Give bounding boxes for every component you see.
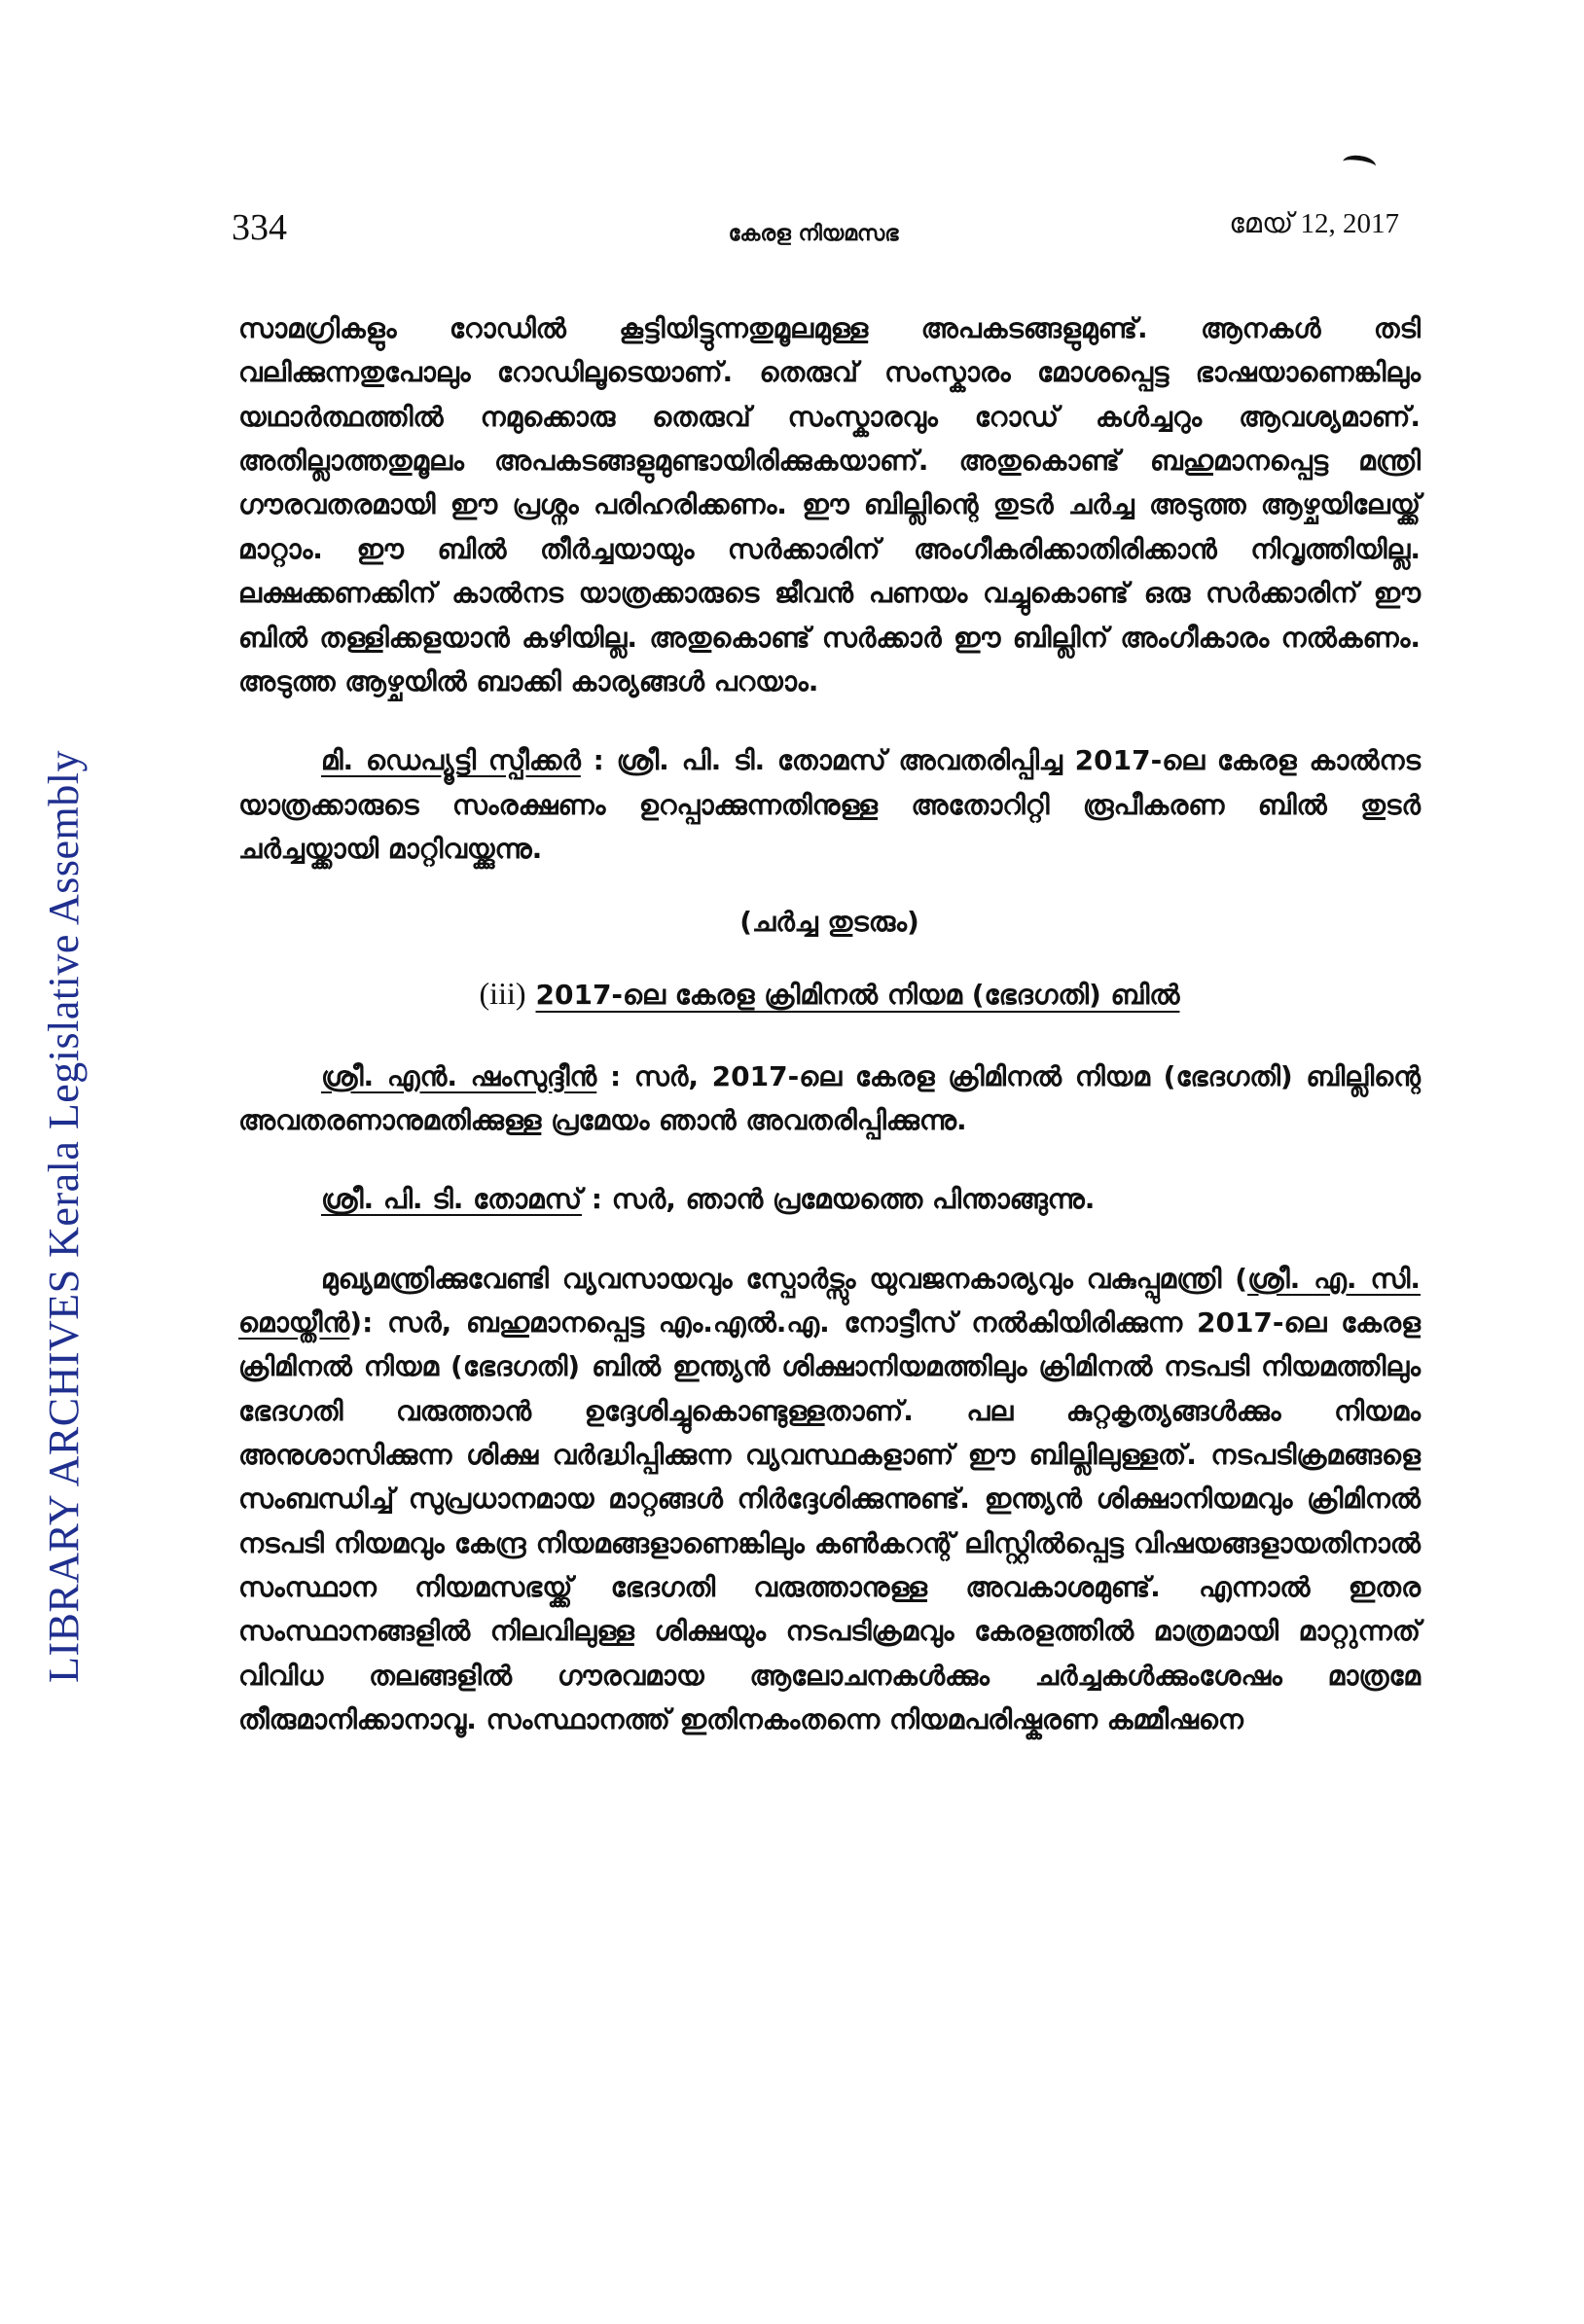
seconding-paragraph xyxy=(238,1177,1421,1221)
speaker-name: മി. ഡെപ്യൂട്ടി സ്പീക്കർ xyxy=(321,744,581,777)
motion-paragraph xyxy=(238,1055,1421,1143)
page-date: മേയ് 12, 2017 xyxy=(1229,208,1399,239)
bill-title: 2017-ലെ കേരള ക്രിമിനൽ നിയമ (ഭേദഗതി) ബിൽ xyxy=(535,978,1180,1011)
speaker-name: ശ്രീ. എ. സി. മൊയ്തീൻ xyxy=(238,1262,1421,1339)
speaker-name: ശ്രീ. പി. ടി. തോമസ് xyxy=(321,1183,582,1216)
paragraph-intro: മുഖ്യമന്ത്രിക്കുവേണ്ടി വ്യവസായവും സ്പോർട്സും യുവജനകാര്യവും വകുപ്പുമന്ത്രി ( xyxy=(321,1262,1248,1295)
paragraph-text: : സർ, 2017-ലെ കേരള ക്രിമിനൽ നിയമ (ഭേദഗതി) ബില്ലിന്റെ അവതരണാനുമതിക്കുള്ള പ്രമേയം ഞാൻ അവതരിപ്പിക്കുന്നു. xyxy=(238,1059,1421,1136)
paragraph-text: : സർ, ഞാൻ പ്രമേയത്തെ പിന്താങ്ങുന്നു. xyxy=(582,1183,1096,1216)
continued-paragraph: സാമഗ്രികളും റോഡിൽ കൂട്ടിയിട്ടുന്നതുമൂലമുള്ള അപകടങ്ങളുമുണ്ട്. ആനകൾ തടി വലിക്കുന്നതുപോലും റോഡിലൂടെയാണ്. തെരുവ് സംസ്കാരം മോശപ്പെട്ട ഭാഷയാണെങ്കിലും യഥാർത്ഥത്തിൽ നമുക്കൊരു തെരുവ് സംസ്കാരവും റോഡ് കൾച്ചറും ആവശ്യമാണ്. അതില്ലാത്തതുമൂലം അപകടങ്ങളുമുണ്ടായിരിക്കുകയാണ്. അതുകൊണ്ട് ബഹുമാനപ്പെട്ട മന്ത്രി ഗൗരവതരമായി ഈ പ്രശ്നം പരിഹരിക്കണം. ഈ ബില്ലിന്റെ തുടർ ചർച്ച അടുത്ത ആഴ്ചയിലേയ്ക്ക് മാറ്റാം. ഈ ബിൽ തീർച്ചയായും സർക്കാരിന് അംഗീകരിക്കാതിരിക്കാൻ നിവൃത്തിയില്ല. ലക്ഷക്കണക്കിന് കാൽനട യാത്രക്കാരുടെ ജീവൻ പണയം വച്ചുകൊണ്ട് ഒരു സർക്കാരിന് ഈ ബിൽ തള്ളിക്കളയാൻ കഴിയില്ല. അതുകൊണ്ട് സർക്കാർ ഈ ബില്ലിന് അംഗീകാരം നൽകണം. അടുത്ത ആഴ്ചയിൽ ബാക്കി കാര്യങ്ങൾ പറയാം. xyxy=(238,312,1421,697)
paragraph-text: : ശ്രീ. പി. ടി. തോമസ് അവതരിപ്പിച്ച 2017-ലെ കേരള കാൽനട യാത്രക്കാരുടെ സംരക്ഷണം ഉറപ്പാക്കുന്നതിനുള്ള അതോറിറ്റി രൂപീകരണ ബിൽ തുടർ ചർച്ചയ്ക്കായി മാറ്റിവയ്ക്കുന്നു. xyxy=(238,744,1421,865)
minister-reply-paragraph xyxy=(238,1257,1421,1742)
bill-heading xyxy=(238,969,1421,1019)
discussion-continues-note: (ചർച്ച തുടരും) xyxy=(739,906,919,939)
paragraph-text: ): സർ, ബഹുമാനപ്പെട്ട എം.എൽ.എ. നോട്ടീസ് നൽകിയിരിക്കുന്ന 2017-ലെ കേരള ക്രിമിനൽ നിയമ (ഭേദഗതി) ബിൽ ഇന്ത്യൻ ശിക്ഷാനിയമത്തിലും ക്രിമിനൽ നടപടി നിയമത്തിലും ഭേദഗതി വരുത്താൻ ഉദ്ദേശിച്ചുകൊണ്ടുള്ളതാണ്. പല കുറ്റകൃത്യങ്ങൾക്കും നിയമം അനുശാസിക്കുന്ന ശിക്ഷ വർദ്ധിപ്പിക്കുന്ന വ്യവസ്ഥകളാണ് ഈ ബില്ലിലുള്ളത്. നടപടിക്രമങ്ങളെ സംബന്ധിച്ച് സുപ്രധാനമായ മാറ്റങ്ങൾ നിർദ്ദേശിക്കുന്നുണ്ട്. ഇന്ത്യൻ ശിക്ഷാനിയമവും ക്രിമിനൽ നടപടി നിയമവും കേന്ദ്ര നിയമങ്ങളാണെങ്കിലും കൺകറന്റ് ലിസ്റ്റിൽപ്പെട്ട വിഷയങ്ങളായതിനാൽ സംസ്ഥാന നിയമസഭയ്ക്ക് ഭേദഗതി വരുത്താനുള്ള അവകാശമുണ്ട്. എന്നാൽ ഇതര സംസ്ഥാനങ്ങളിൽ നിലവിലുള്ള ശിക്ഷയും നടപടിക്രമവും കേരളത്തിൽ മാത്രമായി മാറ്റുന്നത് വിവിധ തലങ്ങളിൽ ഗൗരവമായ ആലോചനകൾക്കും ചർച്ചകൾക്കുംശേഷം മാത്രമേ തീരുമാനിക്കാനാവൂ. സംസ്ഥാനത്ത് ഇതിനകംതന്നെ നിയമപരിഷ്കരണ കമ്മീഷനെ xyxy=(238,1305,1421,1736)
page-header xyxy=(232,204,1399,263)
scan-mark xyxy=(1342,154,1377,175)
bill-number: (iii) xyxy=(479,975,526,1011)
library-watermark: LIBRARY ARCHIVES Kerala Legislative Assembly xyxy=(40,750,88,1683)
running-title: കേരള നിയമസഭ xyxy=(728,222,899,246)
speaker-name: ശ്രീ. എൻ. ഷംസുദ്ദീൻ xyxy=(321,1059,597,1092)
document-body xyxy=(238,306,1421,1742)
page-number: 334 xyxy=(232,207,287,248)
deputy-speaker-paragraph xyxy=(238,738,1421,871)
